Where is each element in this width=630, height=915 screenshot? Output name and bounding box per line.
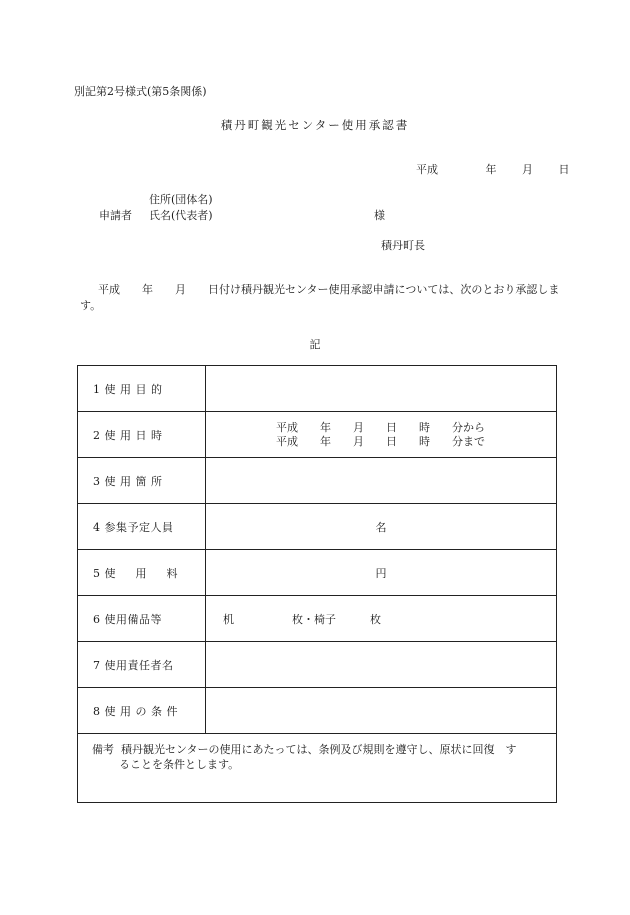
body-era: 平成	[98, 283, 120, 296]
row-label: 5 使 用 料	[78, 550, 206, 596]
approval-table	[77, 365, 557, 803]
table-row	[78, 596, 557, 642]
body-text: 日付け積丹観光センター使用承認申請については、次のとおり承認します。	[80, 283, 560, 312]
equipment-field	[206, 596, 557, 642]
row-label: 2 使 用 日 時	[78, 412, 206, 458]
remarks-label: 備考	[92, 743, 114, 756]
to-year: 年	[320, 434, 331, 448]
attendees-field: 名	[206, 504, 557, 550]
table-row	[78, 412, 557, 458]
applicant-label: 申請者	[99, 209, 132, 222]
remarks-line2: ることを条件とします。	[119, 758, 240, 771]
to-minute: 分まで	[452, 434, 485, 448]
approval-paragraph	[80, 282, 560, 314]
chair-unit: 枚	[370, 612, 381, 626]
to-era: 平成	[276, 434, 298, 448]
honorific: 様	[374, 209, 385, 222]
table-row	[78, 366, 557, 412]
conditions-field	[206, 688, 557, 734]
from-era: 平成	[276, 420, 298, 434]
date-year: 年	[485, 163, 497, 176]
address-label: 住所(団体名)	[149, 193, 213, 206]
remarks-line1: 積丹観光センターの使用にあたっては、条例及び規則を遵守し、原状に回復 す	[121, 743, 517, 756]
form-id: 別記第2号様式(第5条関係)	[74, 85, 207, 98]
datetime-field	[206, 412, 557, 458]
document-title: 積丹町観光センター使用承認書	[220, 118, 410, 132]
fee-field: 円	[206, 550, 557, 596]
responsible-person-field	[206, 642, 557, 688]
table-row	[78, 642, 557, 688]
name-label: 氏名(代表者)	[149, 209, 213, 222]
table-row	[78, 688, 557, 734]
remarks-cell	[78, 734, 557, 803]
desk-unit: 枚・椅子	[292, 612, 336, 626]
from-minute: 分から	[452, 420, 485, 434]
location-field	[206, 458, 557, 504]
to-hour: 時	[419, 434, 430, 448]
from-month: 月	[353, 420, 364, 434]
purpose-field	[206, 366, 557, 412]
ki-heading: 記	[309, 338, 321, 351]
from-day: 日	[386, 420, 397, 434]
datetime-to	[206, 435, 556, 449]
table-row	[78, 504, 557, 550]
row-label: 3 使 用 箇 所	[78, 458, 206, 504]
date-day: 日	[558, 163, 570, 176]
date-line	[416, 161, 570, 177]
from-year: 年	[320, 420, 331, 434]
to-month: 月	[353, 434, 364, 448]
from-hour: 時	[419, 420, 430, 434]
date-era: 平成	[416, 163, 438, 176]
row-label: 1 使 用 目 的	[78, 366, 206, 412]
row-label: 6 使用備品等	[78, 596, 206, 642]
table-row	[78, 458, 557, 504]
body-month: 月	[175, 283, 186, 296]
date-month: 月	[522, 163, 533, 176]
row-label: 4 参集予定人員	[78, 504, 206, 550]
issuer: 積丹町長	[381, 239, 425, 252]
to-day: 日	[386, 434, 397, 448]
body-year: 年	[142, 283, 153, 296]
datetime-from	[206, 421, 556, 435]
table-row	[78, 550, 557, 596]
table-row	[78, 734, 557, 803]
desk-label: 机	[223, 612, 234, 626]
row-label: 8 使 用 の 条 件	[78, 688, 206, 734]
row-label: 7 使用責任者名	[78, 642, 206, 688]
